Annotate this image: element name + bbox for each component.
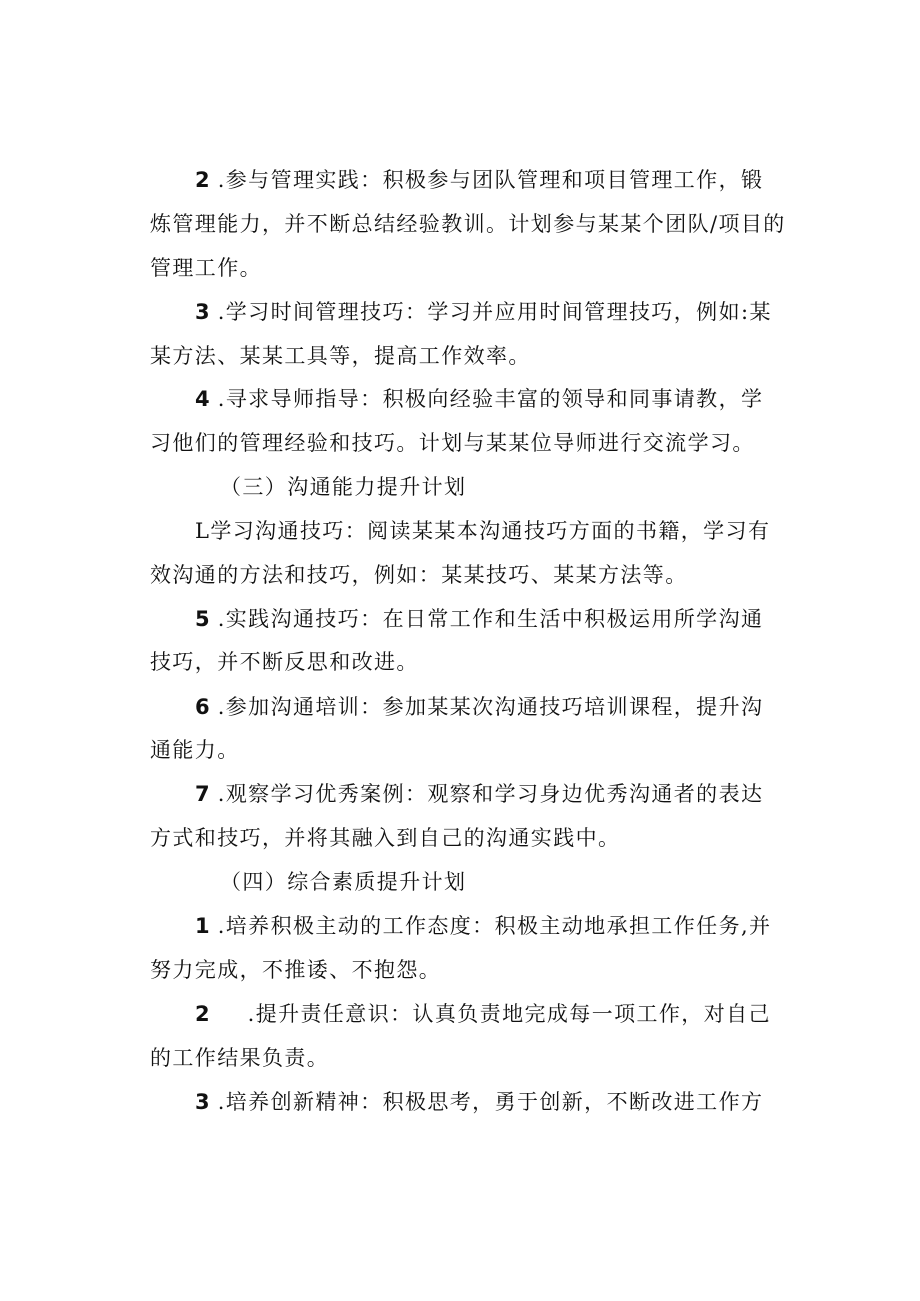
line-text: .参加沟通培训：参加某某次沟通技巧培训课程，提升沟	[217, 695, 764, 719]
item-number: 3	[195, 300, 210, 324]
paragraph-line	[150, 341, 800, 371]
paragraph-line	[150, 823, 800, 853]
line-text: 通能力。	[150, 738, 240, 762]
heading-text: （四）综合素质提升计划	[220, 870, 467, 894]
line-text: 某方法、某某工具等，提高工作效率。	[150, 344, 531, 368]
line-text: 效沟通的方法和技巧，例如：某某技巧、某某方法等。	[150, 563, 688, 587]
item-number: 1	[195, 914, 210, 938]
line-text: .观察学习优秀案例：观察和学习身边优秀沟通者的表达	[217, 782, 764, 806]
section-heading	[220, 472, 800, 502]
line-text: .提升责任意识：认真负责地完成每一项工作，对自己	[247, 1002, 771, 1026]
paragraph-line	[150, 735, 800, 765]
item-number: 5	[195, 607, 210, 631]
item-number: 4	[195, 387, 210, 411]
paragraph-line	[195, 604, 800, 634]
line-text: .实践沟通技巧：在日常工作和生活中积极运用所学沟通	[217, 607, 764, 631]
line-text: .培养积极主动的工作态度：积极主动地承担工作任务,并	[217, 914, 772, 938]
paragraph-line	[150, 209, 800, 239]
paragraph-line	[195, 165, 800, 195]
item-number: 2	[195, 168, 210, 192]
heading-text: （三）沟通能力提升计划	[220, 475, 467, 499]
paragraph-line	[150, 647, 800, 677]
item-number: 6	[195, 695, 210, 719]
line-text: L学习沟通技巧：阅读某某本沟通技巧方面的书籍，学习有	[195, 519, 771, 543]
paragraph-line	[195, 384, 800, 414]
line-text: 技巧，并不断反思和改进。	[150, 650, 419, 674]
line-text: 的工作结果负责。	[150, 1046, 330, 1070]
line-text: .寻求导师指导：积极向经验丰富的领导和同事请教，学	[217, 387, 764, 411]
paragraph-line	[150, 1043, 800, 1073]
paragraph-line	[195, 1087, 800, 1117]
item-number: 7	[195, 782, 210, 806]
paragraph-line	[150, 955, 800, 985]
paragraph-line	[150, 560, 800, 590]
line-text: 努力完成，不推诿、不抱怨。	[150, 958, 442, 982]
line-text: 方式和技巧，并将其融入到自己的沟通实践中。	[150, 826, 621, 850]
line-text: 管理工作。	[150, 256, 262, 280]
item-number: 3	[195, 1090, 210, 1114]
section-heading	[220, 867, 800, 897]
paragraph-line	[195, 692, 800, 722]
paragraph-line	[150, 428, 800, 458]
paragraph-line	[195, 297, 800, 327]
line-text: .学习时间管理技巧：学习并应用时间管理技巧，例如:某	[217, 300, 772, 324]
line-text: .参与管理实践：积极参与团队管理和项目管理工作，锻	[217, 168, 764, 192]
line-text: .培养创新精神：积极思考，勇于创新，不断改进工作方	[217, 1090, 764, 1114]
paragraph-line	[195, 516, 800, 546]
paragraph-line	[195, 911, 800, 941]
paragraph-line	[195, 779, 800, 809]
line-text: 习他们的管理经验和技巧。计划与某某位导师进行交流学习。	[150, 431, 755, 455]
paragraph-line	[150, 253, 800, 283]
line-text: 炼管理能力，并不断总结经验教训。计划参与某某个团队/项目的	[150, 212, 786, 236]
paragraph-line	[195, 999, 800, 1029]
item-number: 2	[195, 1002, 210, 1026]
